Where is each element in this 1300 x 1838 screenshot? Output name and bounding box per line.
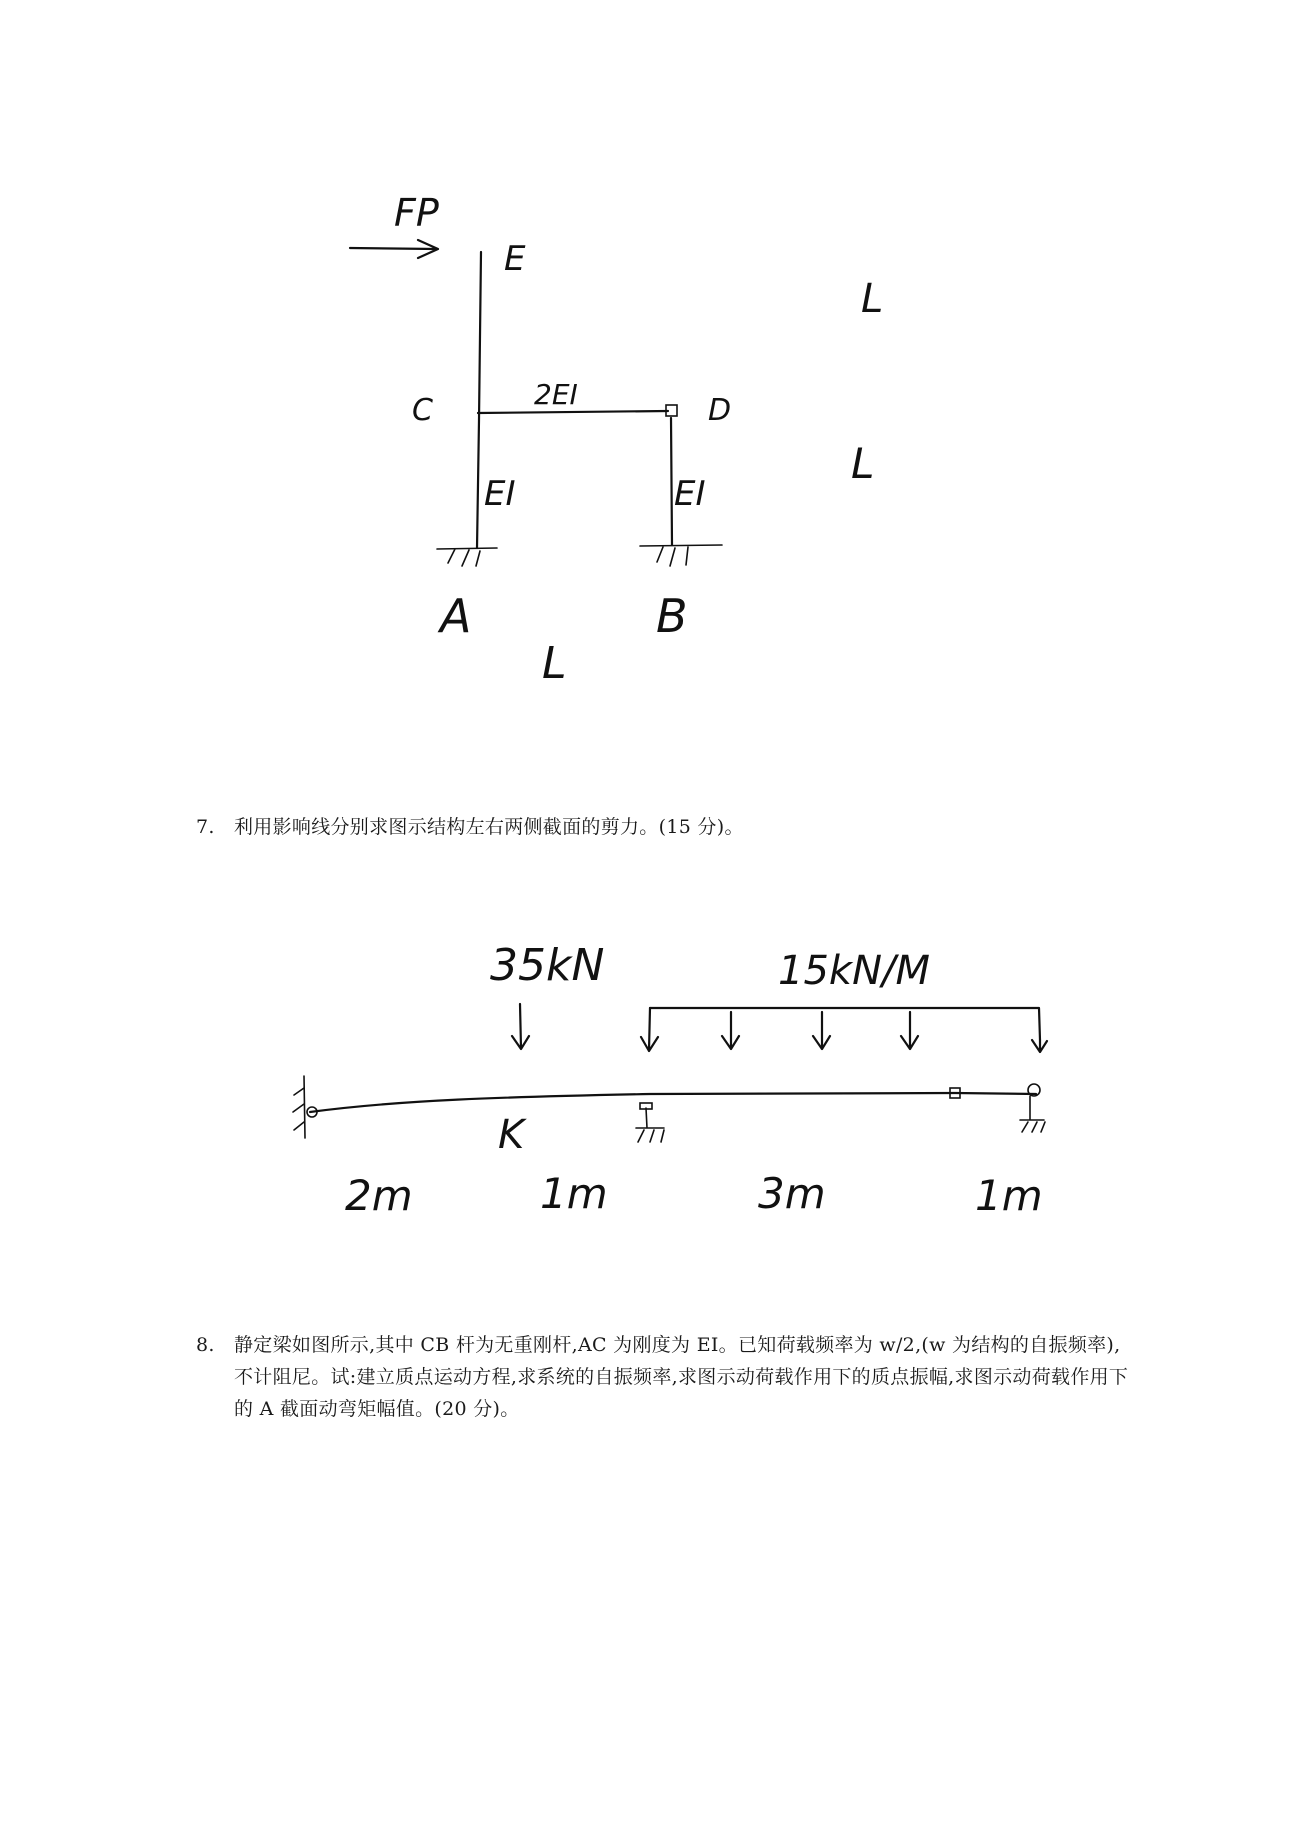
span-label: 1m [975,1171,1043,1220]
right-support [1020,1096,1045,1132]
force-label: FP [394,191,439,235]
node-e-label: E [504,239,526,279]
section-k-label: K [498,1112,525,1158]
right-hinge [1028,1084,1040,1096]
point-load-label: 35kN [490,940,605,991]
question-8-text: 静定梁如图所示,其中 CB 杆为无重刚杆,AC 为刚度为 EI。已知荷载频率为 w/2,(w 为结构的自振频率),不计阻尼。试:建立质点运动方程,求系统的自振频率,求图示动荷载作用下的质点振幅,求图示动荷载作用下的 A 截面动弯矩幅值。(20 分)。 [234,1334,1129,1420]
span-label: 2m [345,1171,413,1220]
dim-middle-label: L [851,439,875,488]
span-label: 3m [758,1169,826,1218]
support-a [437,548,497,566]
force-arrow [350,240,438,258]
point-load-arrow [512,1004,529,1049]
question-7-number: 7. [196,816,215,838]
middle-support [636,1108,664,1142]
middle-support-top [640,1103,652,1109]
distributed-load-arrow [813,1012,830,1049]
beam-stiffness-label: 2EI [534,378,578,411]
support-a-label: A [440,589,472,643]
column-right [671,418,672,545]
left-support [293,1076,305,1138]
beam [310,1093,1036,1112]
node-d-label: D [708,393,732,428]
col-right-stiffness-label: EI [674,474,706,514]
question-7 [196,811,1136,843]
beam-cd [478,411,668,413]
distributed-load-arrow [722,1012,739,1049]
distributed-load-label: 15kN/M [778,948,930,994]
node-c-label: C [412,393,433,428]
frame-figure [0,0,1300,700]
question-7-text: 利用影响线分别求图示结构左右两侧截面的剪力。(15 分)。 [234,816,744,838]
col-left-stiffness-label: EI [484,474,516,514]
distributed-load-line [650,1008,1040,1040]
dim-bottom-label: L [542,638,567,689]
distributed-load-arrow [641,1008,658,1051]
left-hinge [307,1107,317,1117]
span-label: 1m [540,1169,608,1218]
support-b [640,545,722,566]
column-left [477,252,481,548]
question-8-number: 8. [196,1334,215,1356]
question-8 [196,1329,1136,1425]
support-b-label: B [656,589,688,643]
dim-top-label: L [861,276,884,322]
distributed-load-arrow [901,1012,918,1049]
beam-hinge [950,1088,960,1098]
distributed-load-arrow [1032,1040,1047,1052]
